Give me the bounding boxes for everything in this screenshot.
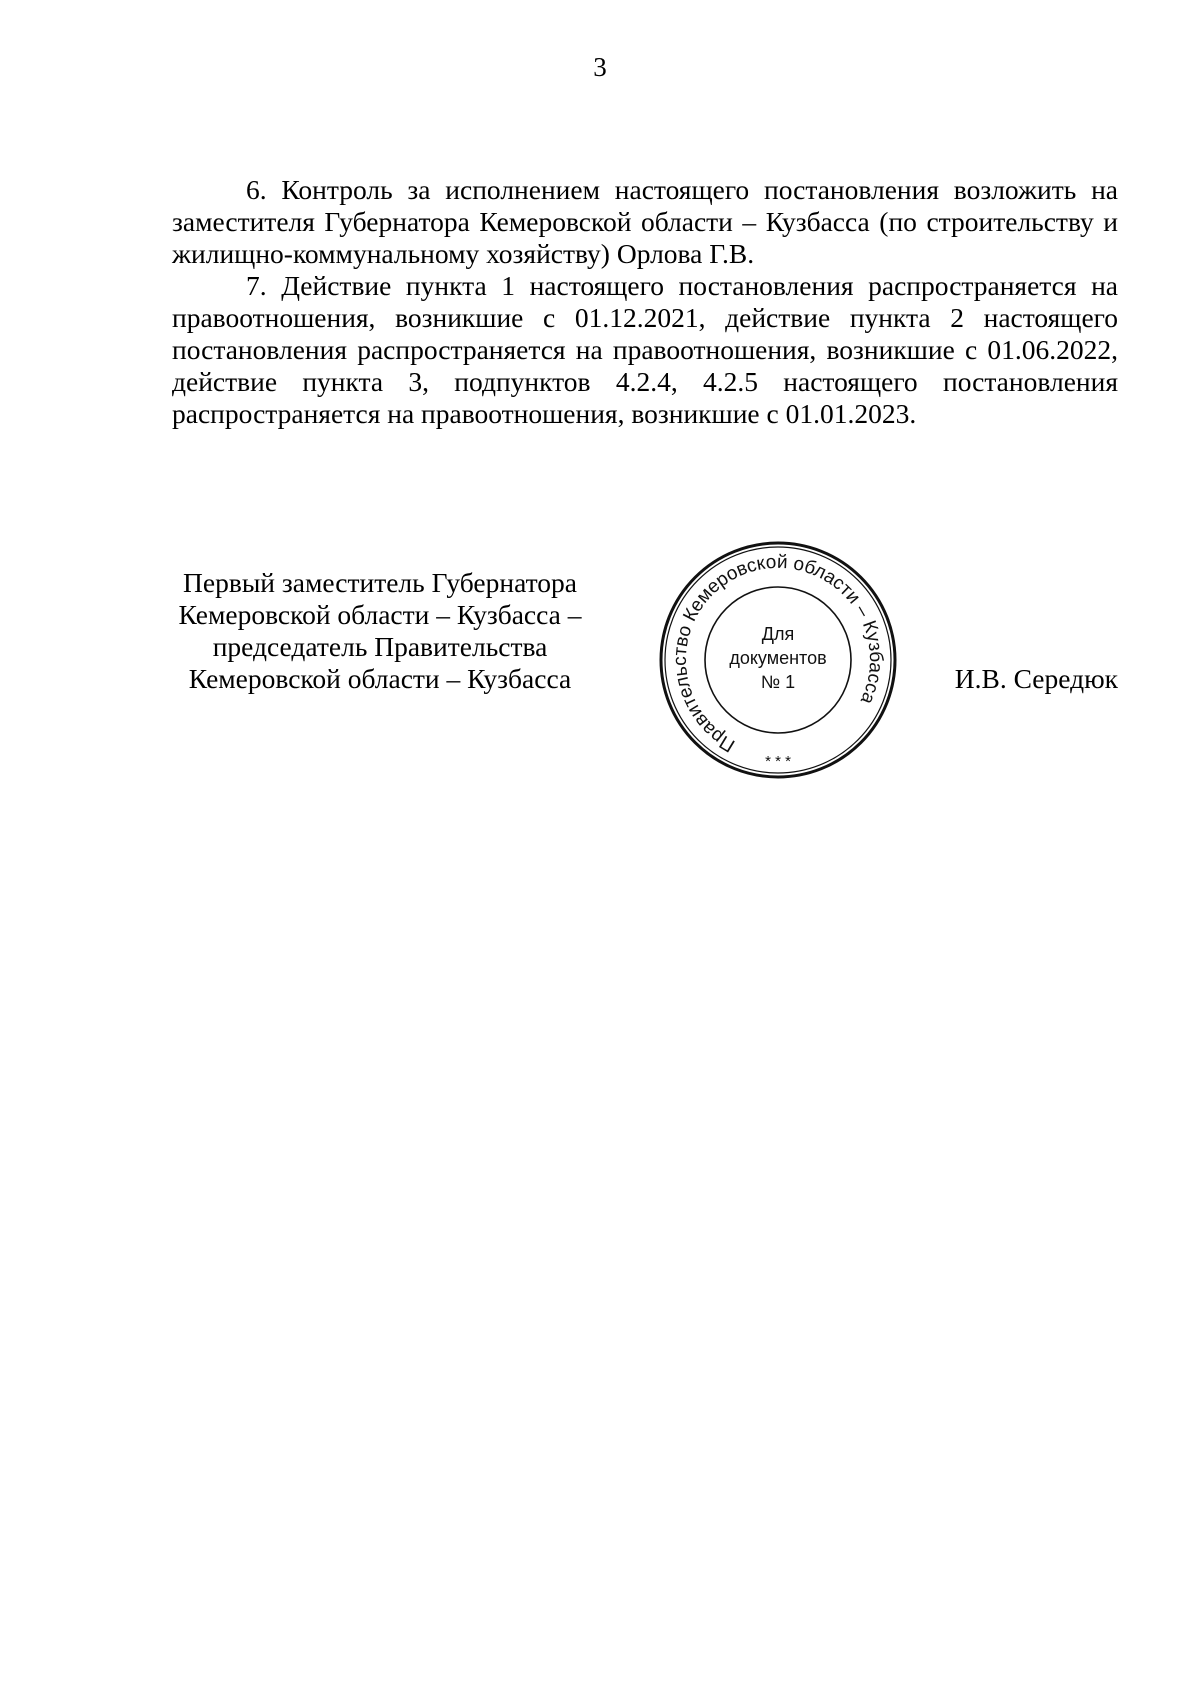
signatory-name: И.В. Середюк (954, 663, 1118, 694)
seal-center-text: Для (761, 624, 795, 644)
paragraph-7: 7. Действие пункта 1 настоящего постановления распространяется на правоотношения, возникшие с 01.12.2021, действие пункта 2 настоящего постановления распространяется на правоотношения, возникшие с 01.06.2022, действие пункта 3, подпунктов 4.2.4, 4.2.5 настоящего постановления распространяется на правоотношения, возникшие с 01.01.2023. (172, 270, 1118, 429)
signatory-title-line: Первый заместитель Губернатора (183, 567, 577, 598)
signatory-title-line: Кемеровской области – Кузбасса – (178, 599, 582, 630)
paragraph-6: 6. Контроль за исполнением настоящего постановления возложить на заместителя Губернатора Кемеровской области – Кузбасса (по строительству и жилищно-коммунальному хозяйству) Орлова Г.В. (172, 174, 1118, 269)
seal-ring-text: Правительство Кемеровской области – Кузбасса (669, 551, 887, 756)
document-body (172, 174, 1118, 430)
signatory-title-line: Кемеровской области – Кузбасса (188, 663, 572, 694)
page-number: 3 (593, 52, 607, 82)
signatory-title (160, 567, 600, 695)
seal-stars: * * * (765, 753, 791, 770)
seal-center-text: № 1 (760, 672, 796, 692)
seal-center-text: документов (729, 648, 827, 668)
signatory-title-line: председатель Правительства (212, 631, 548, 662)
official-seal-stamp (656, 538, 900, 782)
